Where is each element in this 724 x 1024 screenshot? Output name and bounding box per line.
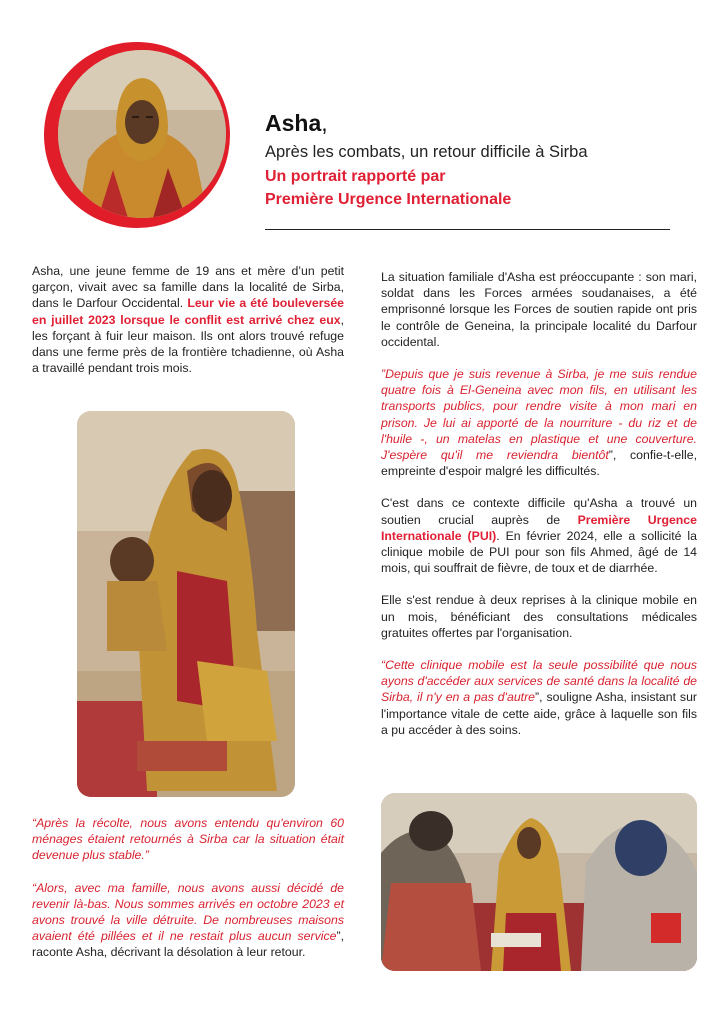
header-divider	[265, 229, 670, 230]
quote-prison: ”Depuis que je suis revenue à Sirba, je me suis rendue quatre fois à El-Geneina avec mon fils, en utilisant les transports publics, pour rendre visite à mon mari en prison. Je lui ai apporté de la nourriture - du riz et de l'huile -, un matelas en plastique et une couverture. J'espère qu'il me reviendra bientôt”, confie-t-elle, empreinte d'espoir malgré les difficultés.	[381, 367, 697, 479]
family-situation: La situation familiale d'Asha est préoccupante : son mari, soldat dans les Forces armées soudanaises, a été emprisonné lorsque les Forces de soutien rapide ont pris le contrôle de Geneina, la principale localité du Darfour occidental.	[381, 270, 697, 349]
credit-line-2: Première Urgence Internationale	[265, 191, 512, 208]
right-column	[381, 269, 697, 738]
person-name: Asha,	[265, 110, 328, 136]
left-intro: Asha, une jeune femme de 19 ans et mère d’un petit garçon, vivait avec sa famille dans la localité de Sirba, dans le Darfour Occidental. Leur vie a été bouleversée en juillet 2023 lorsque le conflit est arrivé chez eux, les forçant à fuir leur maison. Ils ont alors trouvé refuge dans une ferme près de la frontière tchadienne, où Asha a travaillé pendant trois mois.	[32, 264, 344, 376]
left-quotes	[32, 815, 344, 961]
credit-line-1: Un portrait rapporté par	[265, 168, 446, 185]
page-subtitle: Après les combats, un retour difficile à Sirba	[265, 143, 588, 161]
quote-return: “Après la récolte, nous avons entendu qu'environ 60 ménages étaient retournés à Sirba car la situation était devenue plus stable.”	[32, 816, 344, 863]
clinic-consultation-photo	[381, 793, 697, 971]
credit	[265, 165, 511, 211]
asha-with-child-photo	[77, 411, 295, 797]
portrait-photo	[58, 50, 226, 218]
quote-clinic: “Cette clinique mobile est la seule possibilité que nous ayons d'accéder aux services de santé dans la localité de Sirba, il n'y en a pas d'autre”, souligne Asha, insistant sur l'importance vitale de cette aide, grâce à laquelle son fils a pu accéder à des soins.	[381, 658, 697, 737]
pui-support: C'est dans ce contexte difficile qu'Asha a trouvé un soutien crucial auprès de Première Urgence Internationale (PUI). En février 2024, elle a sollicité la clinique mobile de PUI pour son fils Ahmed, âgé de 14 mois, qui souffrait de fièvre, de toux et de diarrhée.	[381, 496, 697, 576]
clinic-visits: Elle s'est rendue à deux reprises à la clinique mobile en un mois, bénéficiant des consultations médicales gratuites offertes par l'organisation.	[381, 593, 697, 640]
quote-destroyed: “Alors, avec ma famille, nous avons aussi décidé de revenir là-bas. Nous sommes arrivés en octobre 2023 et avons trouvé la ville détruite. De nombreuses maisons avaient été pillées et il ne restait plus aucun service”, raconte Asha, décrivant la désolation à leur retour.	[32, 880, 344, 960]
